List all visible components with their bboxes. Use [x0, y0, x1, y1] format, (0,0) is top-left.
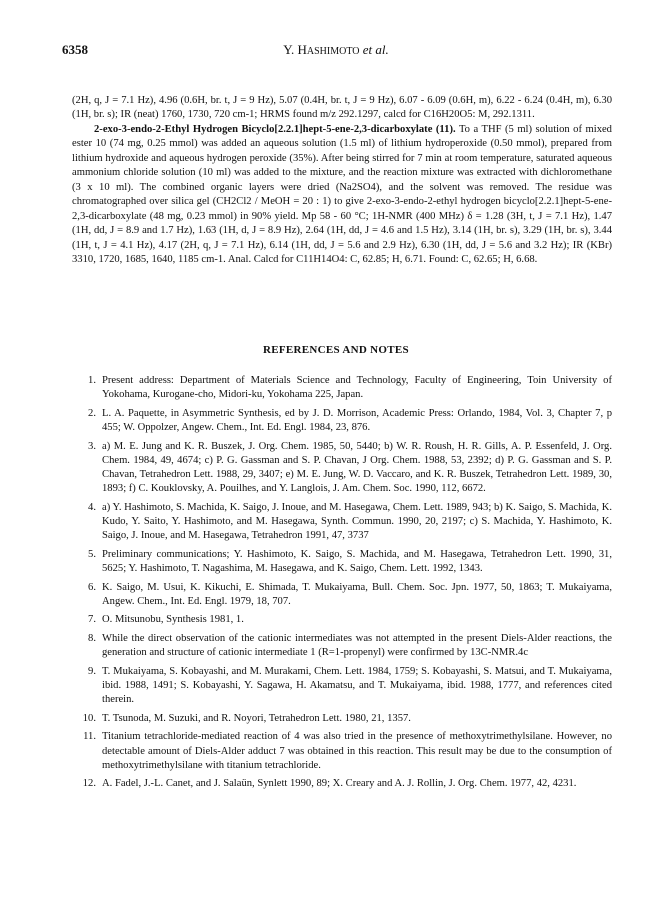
reference-number: 6. — [88, 581, 96, 593]
reference-number: 5. — [88, 548, 96, 560]
references-heading: REFERENCES AND NOTES — [263, 344, 409, 356]
reference-item — [72, 777, 612, 791]
page-number: 6358 — [62, 42, 88, 57]
reference-number: 3. — [88, 440, 96, 452]
reference-item — [72, 548, 612, 576]
running-head-smallcaps: ASHIMOTO — [306, 46, 360, 57]
compound-paragraph — [72, 123, 612, 268]
reference-number: 1. — [88, 375, 96, 386]
reference-text: T. Tsunoda, M. Suzuki, and R. Noyori, Tetrahedron Lett. 1980, 21, 1357. — [102, 712, 411, 724]
reference-text: O. Mitsunobu, Synthesis 1981, 1. — [102, 614, 244, 626]
reference-number: 12. — [82, 778, 96, 790]
reference-number: 7. — [88, 614, 96, 626]
reference-item — [72, 581, 612, 609]
compound-title: 2-exo-3-endo-2-Ethyl Hydrogen Bicyclo[2.2.1]hept-5-ene-2,3-dicarboxylate (11). — [94, 123, 456, 135]
reference-number: 10. — [82, 712, 96, 724]
reference-number: 8. — [88, 633, 96, 644]
running-head — [0, 42, 672, 58]
reference-text: While the direct observation of the cationic intermediates was not attempted in the present Diels-Alder reactions, the generation and structure of cationic intermediate 1 (R=1-propenyl) were confirmed by 13C-NMR.4c — [102, 633, 612, 659]
references-list — [72, 374, 612, 796]
reference-item — [72, 501, 612, 543]
reference-text: A. Fadel, J.-L. Canet, and J. Salaün, Synlett 1990, 89; X. Creary and A. J. Rollin, J. Org. Chem. 1977, 42, 4231. — [102, 778, 577, 790]
reference-item — [72, 665, 612, 707]
experimental-text — [72, 94, 612, 267]
running-head-etal: et al. — [362, 42, 389, 57]
reference-number: 2. — [88, 407, 96, 419]
reference-text: Present address: Department of Materials Science and Technology, Faculty of Engineering, Toin University of Yokohama, Kurogane-cho, Midori-ku, Yokohama 225, Japan. — [102, 375, 612, 401]
reference-item — [72, 632, 612, 660]
reference-item — [72, 440, 612, 497]
reference-item — [72, 730, 612, 772]
reference-text: Titanium tetrachloride-mediated reaction of 4 was also tried in the presence of methoxytrimethylsilane. However, no detectable amount of Diels-Alder adduct 7 was obtained in this reaction. This result may be due to the consumption of methoxytrimethylsilane with titanium tetrachloride. — [102, 731, 612, 771]
reference-number: 4. — [88, 501, 96, 513]
reference-number: 9. — [88, 665, 96, 677]
running-head-initial: Y. H — [283, 42, 307, 57]
reference-item — [72, 613, 612, 627]
spectral-data-continuation: (2H, q, J = 7.1 Hz), 4.96 (0.6H, br. t, J = 9 Hz), 5.07 (0.4H, br. t, J = 9 Hz), 6.07 - 6.09 (0.6H, m), 6.22 - 6.24 (0.4H, m), 6.30 (1H, br. s); IR (neat) 1760, 1730, 720 cm-1; HRMS found m/z 292.1297, calcd for C16H20O5: M, 292.1311. — [72, 95, 612, 121]
reference-item — [72, 712, 612, 726]
reference-item — [72, 374, 612, 402]
reference-text: a) Y. Hashimoto, S. Machida, K. Saigo, J. Inoue, and M. Hasegawa, Chem. Lett. 1989, 943; b) K. Saigo, S. Machida, K. Kudo, Y. Saito, Y. Hashimoto, and M. Hasegawa, Synth. Commun. 1990, 20, 2197; c) S. Machida, Y. Hashimoto, K. Saigo, J. Inoue, and M. Hasegawa, Tetrahedron 1991, 47, 3737 — [102, 501, 612, 542]
reference-number: 11. — [83, 731, 96, 743]
reference-text: a) M. E. Jung and K. R. Buszek, J. Org. Chem. 1985, 50, 5440; b) W. R. Roush, H. R. Gills, A. P. Essenfeld, J. Org. Chem. 1984, 49, 4674; c) P. G. Gassman and S. P. Chavan, J Org. Chem. 1988, 53, 2392; d) P. G. Gassman and S. P. Chavan, Tetrahedron Lett. 1988, 29, 3407; e) M. E. Jung, W. D. Vaccaro, and K. R. Buszek, Tetrahedron Lett. 1989, 30, 1893; f) C. Kouklovsky, A. Pouilhes, and Y. Langlois, J. Am. Chem. Soc. 1990, 112, 6672. — [102, 440, 612, 495]
compound-procedure: To a THF (5 ml) solution of mixed ester 10 (74 mg, 0.25 mmol) was added an aqueous solution (1.5 ml) of lithium hydroperoxide (0.50 mmol), prepared from lithium hydroxide and aqueous hydrogen peroxide (35%). After being stirred for 7 min at room temperature, saturated aqueous ammonium chloride solution (10 ml) was added to the mixture, and the reaction mixture was extracted with dichloromethane (3 x 10 ml). The combined organic layers were dried (Na2SO4), and the solvent was removed. The residue was chromatographed over silica gel (CH2Cl2 / MeOH = 20 : 1) to give 2-exo-3-endo-2-ethyl hydrogen bicyclo[2.2.1]hept-5-ene-2,3-dicarboxylate (48 mg, 0.23 mmol) in 90% yield. Mp 58 - 60 °C; 1H-NMR (400 MHz) δ = 1.28 (3H, t, J = 7.1 Hz), 1.47 (1H, dd, J = 8.9 and 1.7 Hz), 1.63 (1H, d, J = 8.9 Hz), 2.64 (1H, dd, J = 4.6 and 1.5 Hz), 3.14 (1H, br. s), 3.29 (1H, br. s), 3.44 (1H, t, J = 4.1 Hz), 4.17 (2H, q, J = 7.1 Hz), 6.14 (1H, dd, J = 5.6 and 2.9 Hz), 6.30 (1H, dd, J = 5.6 and 3.2 Hz); IR (KBr) 3310, 1720, 1685, 1640, 1185 cm-1. Anal. Calcd for C11H14O4: C, 62.85; H, 6.71. Found: C, 62.65; H, 6.68. — [72, 123, 612, 265]
reference-text: L. A. Paquette, in Asymmetric Synthesis, ed by J. D. Morrison, Academic Press: Orlando, 1984, Vol. 3, Chapter 7, p 455; W. Oppolzer, Angew. Chem., Int. Ed. Engl. 1984, 23, 876. — [102, 407, 612, 433]
reference-text: K. Saigo, M. Usui, K. Kikuchi, E. Shimada, T. Mukaiyama, Bull. Chem. Soc. Jpn. 1977, 50, 1863; T. Mukaiyama, Angew. Chem., Int. Ed. Engl. 1979, 18, 707. — [102, 581, 612, 607]
reference-text: Preliminary communications; Y. Hashimoto, K. Saigo, S. Machida, and M. Hasegawa, Tetrahedron Lett. 1990, 31, 5625; Y. Hashimoto, T. Nagashima, M. Hasegawa, and K. Saigo, Chem. Lett. 1992, 1343. — [102, 548, 612, 574]
reference-item — [72, 407, 612, 435]
reference-text: T. Mukaiyama, S. Kobayashi, and M. Murakami, Chem. Lett. 1984, 1759; S. Kobayashi, S. Matsui, and T. Mukaiyama, ibid. 1988, 1491; S. Kobayashi, Y. Sagawa, H. Akamatsu, and T. Mukaiyama, ibid. 1988, 1777, and references cited therein. — [102, 665, 612, 706]
